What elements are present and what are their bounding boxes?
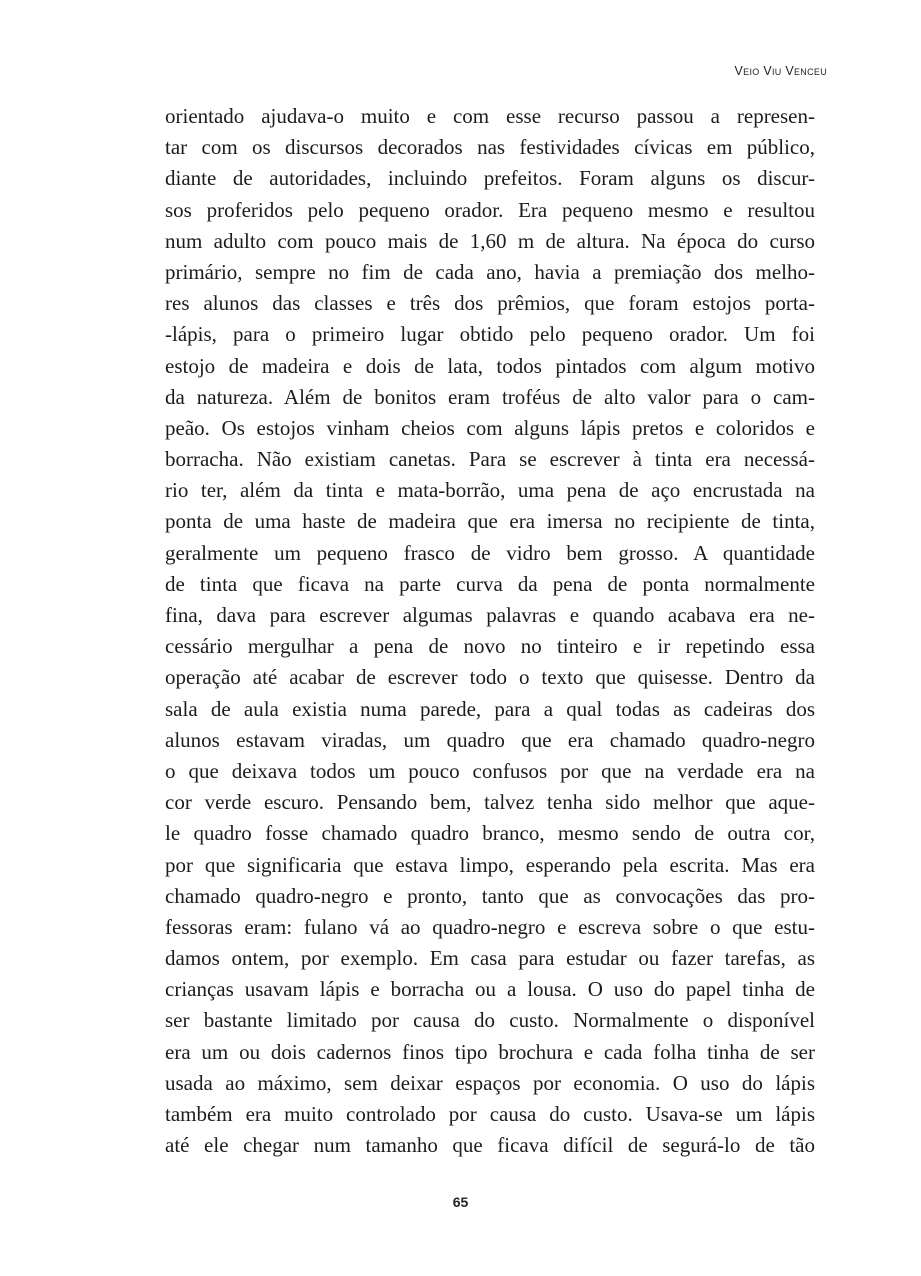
text-line: o que deixava todos um pouco confusos por que na verdade era na [165,758,815,783]
text-line: ser bastante limitado por causa do custo. Normalmente o disponível [165,1008,815,1033]
running-header: Veio Viu Venceu [734,64,827,78]
text-line: primário, sempre no fim de cada ano, havia a premiação dos melho- [165,259,815,284]
text-line: estojo de madeira e dois de lata, todos pintados com algum motivo [165,353,815,378]
text-line: chamado quadro-negro e pronto, tanto que as convocações das pro- [165,883,815,908]
text-line: peão. Os estojos vinham cheios com alguns lápis pretos e coloridos e [165,415,815,440]
page-number: 65 [452,1194,469,1210]
text-line: le quadro fosse chamado quadro branco, mesmo sendo de outra cor, [165,821,815,846]
text-line: por que significaria que estava limpo, esperando pela escrita. Mas era [165,852,815,877]
text-line: de tinta que ficava na parte curva da pena de ponta normalmente [165,571,815,596]
text-line: geralmente um pequeno frasco de vidro bem grosso. A quantidade [165,540,815,565]
text-line: res alunos das classes e três dos prêmios, que foram estojos porta- [165,291,815,316]
text-line: sala de aula existia numa parede, para a qual todas as cadeiras dos [165,696,815,721]
text-line: orientado ajudava-o muito e com esse recurso passou a represen- [165,104,815,128]
text-line: usada ao máximo, sem deixar espaços por economia. O uso do lápis [165,1070,815,1095]
text-line: cor verde escuro. Pensando bem, talvez tenha sido melhor que aque- [165,790,815,815]
text-line: fina, dava para escrever algumas palavras e quando acabava era ne- [165,603,815,627]
text-line: fessoras eram: fulano vá ao quadro-negro e escreva sobre o que estu- [165,914,815,939]
text-line: tar com os discursos decorados nas festividades cívicas em público, [165,135,815,160]
text-line: -lápis, para o primeiro lugar obtido pelo pequeno orador. Um foi [165,322,815,347]
text-line: num adulto com pouco mais de 1,60 m de altura. Na época do curso [165,228,815,253]
body-paragraph [165,101,815,1161]
text-line: ponta de uma haste de madeira que era imersa no recipiente de tinta, [165,509,815,534]
text-line: cessário mergulhar a pena de novo no tinteiro e ir repetindo essa [165,634,815,659]
text-line: da natureza. Além de bonitos eram troféus de alto valor para o cam- [165,384,815,409]
text-line: alunos estavam viradas, um quadro que era chamado quadro-negro [165,727,815,752]
text-line: rio ter, além da tinta e mata-borrão, uma pena de aço encrustada na [165,478,815,503]
text-line: damos ontem, por exemplo. Em casa para estudar ou fazer tarefas, as [165,946,815,971]
text-line: também era muito controlado por causa do custo. Usava-se um lápis [165,1102,815,1126]
text-line: crianças usavam lápis e borracha ou a lousa. O uso do papel tinha de [165,977,815,1002]
text-line: era um ou dois cadernos finos tipo brochura e cada folha tinha de ser [165,1039,815,1064]
text-line: operação até acabar de escrever todo o texto que quisesse. Dentro da [165,665,815,690]
text-line: até ele chegar num tamanho que ficava difícil de segurá-lo de tão [165,1133,815,1158]
text-line: diante de autoridades, incluindo prefeitos. Foram alguns os discur- [165,166,815,191]
text-line: borracha. Não existiam canetas. Para se escrever à tinta era necessá- [165,447,815,472]
text-line: sos proferidos pelo pequeno orador. Era pequeno mesmo e resultou [165,197,815,222]
